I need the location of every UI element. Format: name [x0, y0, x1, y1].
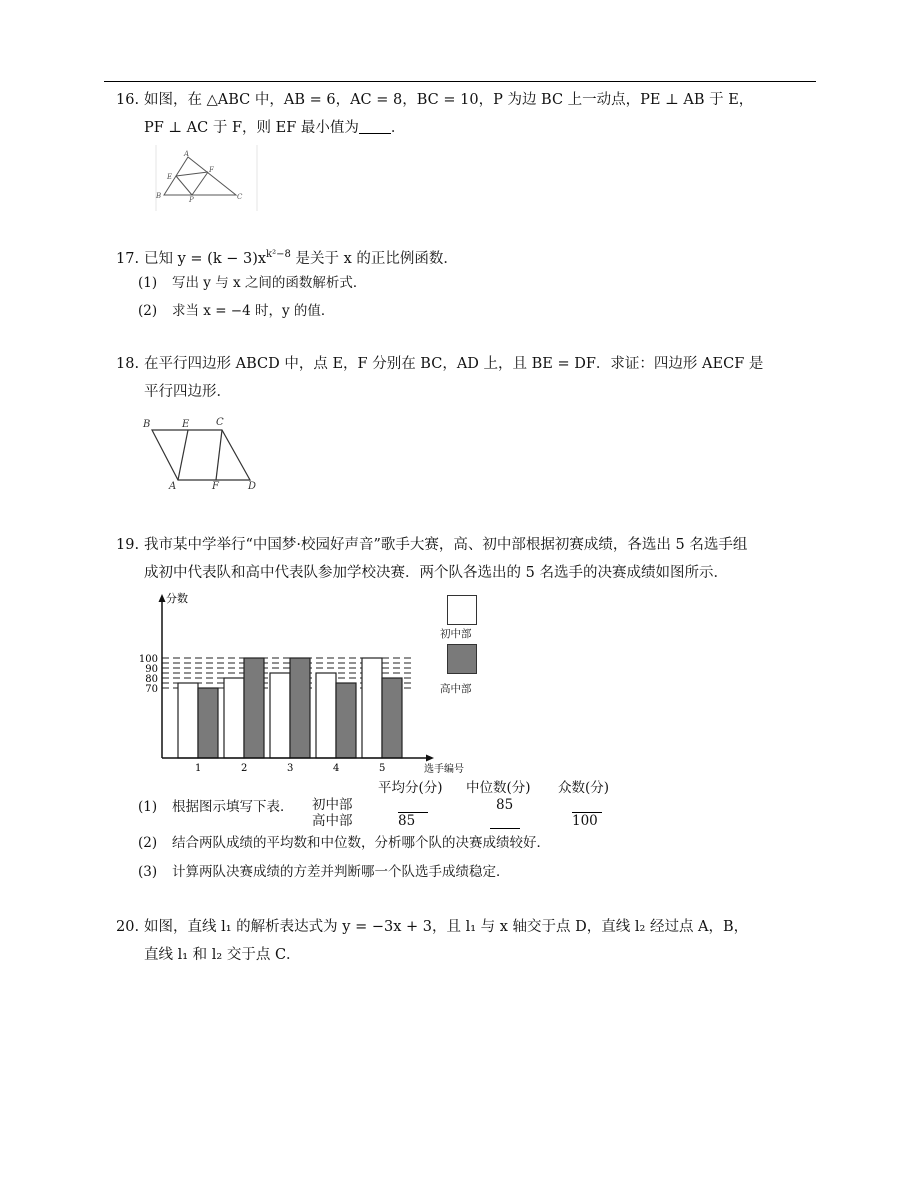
chart-ylabel: 分数: [166, 592, 188, 605]
q19-part-1-label: (1): [138, 799, 158, 815]
q19-part-3-label: (3): [138, 864, 158, 880]
q18-parallelogram-figure: [140, 414, 270, 492]
q18-label-F: F: [212, 481, 219, 492]
q18-number: 18.: [116, 356, 140, 372]
q16-label-C: C: [237, 193, 243, 201]
q16-label-F: F: [209, 166, 214, 174]
q19-senior-mode: 100: [572, 813, 598, 829]
q18-line2: 平行四边形．: [144, 384, 231, 400]
chart-xlabel: 选手编号: [424, 764, 464, 775]
q17-part-2-label: (2): [138, 303, 158, 319]
q19-table-header-mode: 众数(分): [558, 780, 610, 796]
question-18: [116, 350, 763, 406]
q17-number: 17.: [116, 250, 140, 267]
q17-part-2-text: 求当 x = −4 时，y 的值．: [172, 303, 335, 319]
q19-number: 19.: [116, 537, 140, 553]
chart-xtick-label: 5: [379, 763, 386, 774]
q19-part-2: [138, 833, 550, 853]
chart-bar: [290, 658, 310, 758]
q16-answer-blank[interactable]: [359, 119, 391, 134]
chart-y-arrow: [159, 594, 166, 602]
q19-table-header-mean: 平均分(分): [378, 780, 443, 796]
legend-label-senior: 高中部: [440, 683, 472, 695]
q19-table-row-senior: 高中部: [312, 813, 353, 829]
q19-line2: 成初中代表队和高中代表队参加学校决赛．两个队各选出的 5 名选手的决赛成绩如图所示．: [144, 565, 728, 581]
chart-xtick-label: 2: [241, 763, 248, 774]
question-17: [116, 241, 458, 273]
q18-label-B: B: [143, 419, 151, 430]
header-rule: [104, 81, 816, 82]
chart-x-arrow: [426, 755, 434, 762]
q16-line1: 如图，在 △ABC 中，AB = 6，AC = 8，BC = 10，P 为边 BC 上一动点，PE ⊥ AB 于 E，: [144, 92, 754, 108]
q19-table-row-junior: 初中部: [312, 797, 353, 813]
legend-label-junior: 初中部: [440, 628, 472, 640]
q19-part-2-text: 结合两队成绩的平均数和中位数，分析哪个队的决赛成绩较好．: [172, 835, 550, 851]
chart-bar: [336, 683, 356, 758]
q19-senior-median-blank[interactable]: [490, 828, 520, 829]
q16-label-P: P: [189, 196, 194, 204]
q17-part-1: [138, 273, 366, 293]
q18-label-A: A: [169, 481, 177, 492]
q17-stem-post: 是关于 x 的正比例函数．: [290, 250, 458, 267]
chart-ytick-label: 90: [145, 664, 158, 675]
q16-number: 16.: [116, 92, 140, 108]
q16-line2-end: ．: [390, 120, 406, 136]
chart-bar: [244, 658, 264, 758]
chart-xtick-label: 1: [195, 763, 202, 774]
q18-label-C: C: [216, 417, 224, 428]
q18-label-D: D: [248, 481, 257, 492]
chart-bar: [198, 688, 218, 758]
chart-xtick-label: 4: [333, 763, 340, 774]
q16-label-B: B: [156, 192, 162, 200]
q19-table-header-median: 中位数(分): [466, 780, 531, 796]
q16-label-A: A: [184, 150, 190, 158]
chart-bar: [362, 658, 382, 758]
q18-line1: 在平行四边形 ABCD 中，点 E，F 分别在 BC，AD 上，且 BE = DF．求证：四边形 AECF 是: [144, 356, 764, 372]
q19-part-1: [138, 797, 294, 817]
chart-bar: [270, 673, 290, 758]
legend-swatch-senior: [447, 644, 477, 674]
chart-bar: [316, 673, 336, 758]
q20-line1: 如图，直线 l₁ 的解析表达式为 y = −3x + 3，且 l₁ 与 x 轴交于点 D，直线 l₂ 经过点 A，B，: [144, 919, 749, 935]
q19-junior-median: 85: [496, 797, 514, 813]
chart-ytick-label: 80: [145, 674, 158, 685]
question-20: [116, 913, 748, 969]
q17-part-1-text: 写出 y 与 x 之间的函数解析式．: [172, 275, 367, 291]
q19-bar-chart: [128, 588, 488, 788]
q19-senior-mean: 85: [398, 813, 416, 829]
q17-stem-pre: 已知 y = (k − 3)x: [144, 250, 267, 267]
q19-line1: 我市某中学举行“中国梦·校园好声音”歌手大赛，高、初中部根据初赛成绩，各选出 5 名选手组: [144, 537, 748, 553]
q19-part-1-text: 根据图示填写下表．: [172, 799, 294, 815]
chart-bar: [382, 678, 402, 758]
q19-part-3-text: 计算两队决赛成绩的方差并判断哪一个队选手成绩稳定．: [172, 864, 510, 880]
legend-swatch-junior: [447, 595, 477, 625]
q16-label-E: E: [167, 173, 173, 181]
q17-exponent: k²−8: [266, 249, 291, 260]
q19-part-2-label: (2): [138, 835, 158, 851]
q17-part-2: [138, 301, 334, 321]
chart-ytick-label: 100: [138, 654, 158, 665]
question-16: [116, 86, 753, 142]
chart-bar: [224, 678, 244, 758]
q20-number: 20.: [116, 919, 140, 935]
q16-triangle-figure: [152, 145, 262, 215]
q20-line2: 直线 l₁ 和 l₂ 交于点 C．: [144, 947, 301, 963]
q17-part-1-label: (1): [138, 275, 158, 291]
chart-xtick-label: 3: [287, 763, 294, 774]
q18-label-E: E: [182, 419, 190, 430]
q19-part-3: [138, 862, 510, 882]
q16-line2: PF ⊥ AC 于 F，则 EF 最小值为: [144, 120, 359, 136]
chart-ytick-label: 70: [145, 684, 158, 695]
chart-bar: [178, 683, 198, 758]
question-19: [116, 531, 747, 587]
